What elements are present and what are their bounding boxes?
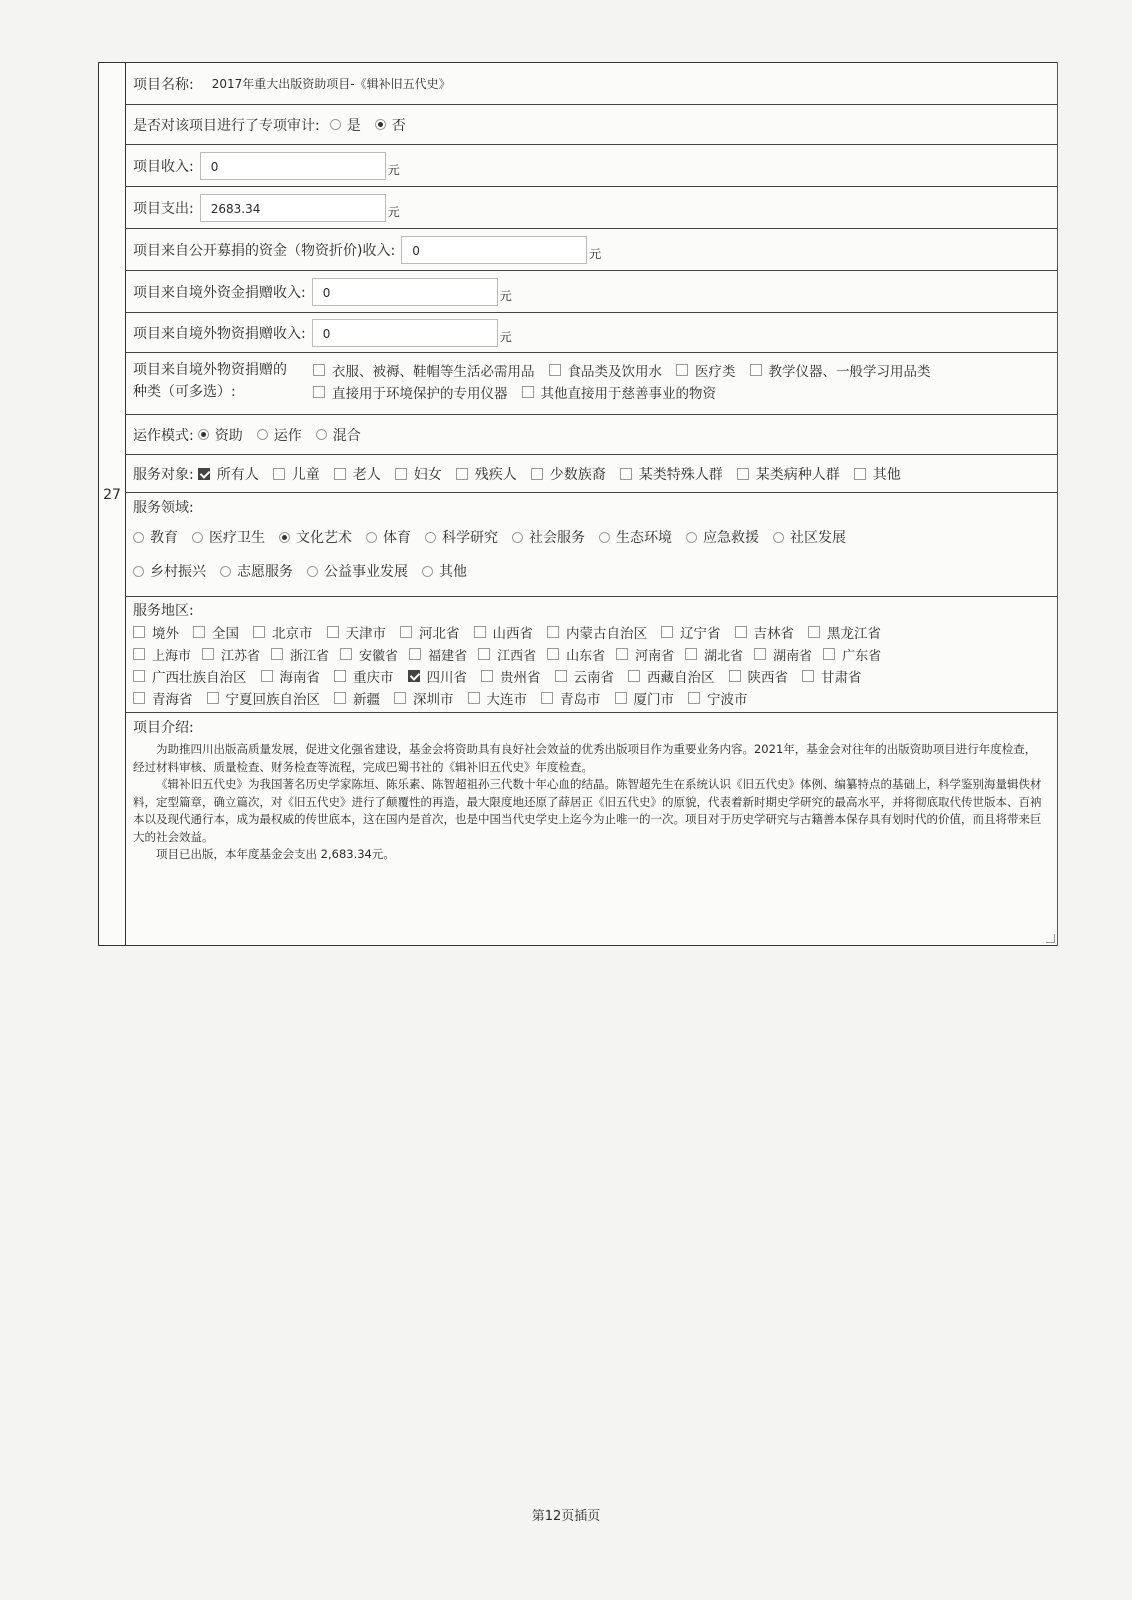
checkbox-icon[interactable] — [409, 648, 421, 660]
checkbox-icon[interactable] — [313, 364, 325, 376]
checkbox-icon[interactable] — [676, 364, 688, 376]
target-option[interactable]: 其他 — [854, 464, 901, 484]
region-option[interactable]: 福建省 — [409, 645, 467, 664]
checkbox-icon[interactable] — [327, 626, 339, 638]
public-fund-row — [125, 229, 1057, 271]
checkbox-icon[interactable] — [207, 692, 219, 704]
checkbox-icon[interactable] — [456, 468, 468, 480]
region-option[interactable]: 海南省 — [261, 666, 321, 686]
checkbox-icon[interactable] — [202, 648, 214, 660]
region-option[interactable]: 广西壮族自治区 — [133, 666, 247, 686]
goods-type-option[interactable]: 衣服、被褥、鞋帽等生活必需用品 — [313, 360, 535, 380]
target-label: 服务对象: — [133, 466, 194, 483]
target-option[interactable]: 某类特殊人群 — [620, 464, 723, 484]
goods-type-option[interactable]: 其他直接用于慈善事业的物资 — [522, 382, 717, 402]
checkbox-icon[interactable] — [334, 670, 346, 682]
region-option[interactable]: 西藏自治区 — [628, 666, 715, 686]
radio-selected-icon[interactable] — [198, 429, 209, 440]
row-number: 27 — [103, 487, 121, 503]
region-option[interactable]: 上海市 — [133, 645, 191, 664]
checkbox-icon[interactable] — [313, 386, 325, 398]
checkbox-icon[interactable] — [193, 626, 205, 638]
checkbox-icon[interactable] — [400, 626, 412, 638]
region-option[interactable]: 河南省 — [616, 645, 674, 664]
domain-option[interactable]: 社区发展 — [773, 527, 846, 547]
mode-option-fund[interactable]: 资助 — [198, 425, 243, 445]
goods-types-row — [125, 353, 1057, 415]
mode-row — [125, 415, 1057, 455]
checkbox-icon[interactable] — [261, 670, 273, 682]
radio-icon[interactable] — [599, 532, 610, 543]
checkbox-icon[interactable] — [854, 468, 866, 480]
domain-option[interactable]: 教育 — [133, 527, 178, 547]
region-option[interactable]: 云南省 — [555, 666, 615, 686]
intro-paragraph: 项目已出版，本年度基金会支出 2,683.34元。 — [156, 847, 395, 861]
region-option[interactable]: 黑龙江省 — [808, 622, 881, 642]
mode-option-operate[interactable]: 运作 — [257, 425, 302, 445]
goods-type-option[interactable]: 医疗类 — [676, 360, 736, 380]
checkbox-checked-icon[interactable] — [408, 670, 420, 682]
checkbox-icon[interactable] — [273, 468, 285, 480]
radio-icon[interactable] — [133, 566, 144, 577]
region-option[interactable]: 青岛市 — [541, 688, 601, 708]
region-option[interactable]: 宁波市 — [688, 688, 748, 708]
checkbox-icon[interactable] — [395, 468, 407, 480]
region-option[interactable]: 江苏省 — [202, 645, 260, 664]
intro-paragraph: 《辑补旧五代史》为我国著名历史学家陈垣、陈乐素、陈智超祖孙三代数十年心血的结晶。陈智超先生在系统认识《旧五代史》体例、编纂特点的基础上，科学鉴别海量辑佚材料，定型篇章，确立篇次，对《旧五代史》进行了颠覆性的再造，最大限度地还原了薛居正《旧五代史》的原貌，代表着新时期史学研究的最高水平，并将彻底取代传世版本、百衲本以及现代通行本，成为最权威的传世底本，这在国内是首次，也是中国当代史学史上迄今为止唯一的一次。项目对于历史学研究与古籍善本保存具有划时代的价值，而且将带来巨大的社会效益。 — [133, 777, 1042, 844]
checkbox-icon[interactable] — [334, 692, 346, 704]
radio-icon[interactable] — [773, 532, 784, 543]
checkbox-icon[interactable] — [688, 692, 700, 704]
audit-option-no[interactable]: 否 — [375, 115, 406, 135]
target-row — [125, 455, 1057, 493]
region-option[interactable]: 境外 — [133, 622, 179, 642]
checkbox-icon[interactable] — [754, 648, 766, 660]
region-option[interactable]: 浙江省 — [271, 645, 329, 664]
checkbox-icon[interactable] — [549, 364, 561, 376]
domain-option[interactable]: 应急救援 — [686, 527, 759, 547]
region-option[interactable]: 安徽省 — [340, 645, 398, 664]
region-option[interactable]: 青海省 — [133, 688, 193, 708]
checkbox-icon[interactable] — [823, 648, 835, 660]
checkbox-icon[interactable] — [133, 626, 145, 638]
radio-icon[interactable] — [220, 566, 231, 577]
checkbox-icon[interactable] — [340, 648, 352, 660]
region-options-line2 — [133, 643, 1049, 665]
radio-icon[interactable] — [512, 532, 523, 543]
form-content — [125, 63, 1057, 945]
region-option[interactable]: 江西省 — [478, 645, 536, 664]
project-form — [98, 62, 1058, 946]
domain-option[interactable]: 其他 — [422, 561, 467, 581]
goods-type-option[interactable]: 教学仪器、一般学习用品类 — [750, 360, 931, 380]
checkbox-icon[interactable] — [620, 468, 632, 480]
intro-section — [125, 713, 1057, 864]
checkbox-icon[interactable] — [133, 648, 145, 660]
region-option[interactable]: 深圳市 — [394, 688, 454, 708]
radio-icon[interactable] — [366, 532, 377, 543]
region-option[interactable]: 河北省 — [400, 622, 460, 642]
checkbox-icon[interactable] — [661, 626, 673, 638]
radio-icon[interactable] — [307, 566, 318, 577]
target-option[interactable]: 所有人 — [198, 464, 259, 484]
income-label: 项目收入: — [133, 158, 194, 175]
region-options-line1 — [133, 621, 1049, 643]
expense-row — [125, 187, 1057, 229]
project-name-label: 项目名称: — [133, 76, 194, 93]
goods-types-label: 项目来自境外物资捐赠的 种类（可多选）: — [133, 362, 287, 400]
radio-icon[interactable] — [422, 566, 433, 577]
target-option[interactable]: 老人 — [334, 464, 381, 484]
checkbox-icon[interactable] — [541, 692, 553, 704]
foreign-goods-label: 项目来自境外物资捐赠收入: — [133, 325, 306, 342]
region-option[interactable]: 全国 — [193, 622, 239, 642]
region-option[interactable]: 陕西省 — [729, 666, 789, 686]
region-option[interactable]: 广东省 — [823, 645, 881, 664]
foreign-goods-unit: 元 — [499, 330, 512, 344]
radio-selected-icon[interactable] — [375, 119, 386, 130]
checkbox-icon[interactable] — [334, 468, 346, 480]
checkbox-icon[interactable] — [522, 386, 534, 398]
domain-option[interactable]: 文化艺术 — [279, 527, 352, 547]
public-fund-field[interactable]: 0 — [401, 236, 587, 264]
foreign-fund-field[interactable]: 0 — [312, 278, 498, 306]
radio-icon[interactable] — [316, 429, 327, 440]
region-option[interactable]: 大连市 — [468, 688, 528, 708]
region-option[interactable]: 天津市 — [327, 622, 387, 642]
domain-row — [125, 493, 1057, 597]
income-unit: 元 — [387, 163, 400, 177]
region-option[interactable]: 新疆 — [334, 688, 380, 708]
page-footer: 第12页插页 — [531, 1509, 601, 1524]
goods-types-options — [313, 359, 945, 403]
checkbox-icon[interactable] — [685, 648, 697, 660]
domain-options-line2 — [133, 555, 1049, 587]
region-label: 服务地区: — [133, 603, 194, 619]
income-field[interactable]: 0 — [200, 152, 386, 180]
checkbox-icon[interactable] — [735, 626, 747, 638]
checkbox-icon[interactable] — [547, 626, 559, 638]
foreign-goods-field[interactable]: 0 — [312, 319, 498, 347]
audit-option-yes[interactable]: 是 — [330, 115, 361, 135]
domain-option[interactable]: 乡村振兴 — [133, 561, 206, 581]
checkbox-icon[interactable] — [253, 626, 265, 638]
region-option[interactable]: 吉林省 — [735, 622, 795, 642]
region-option[interactable]: 四川省 — [408, 666, 468, 686]
expense-field[interactable]: 2683.34 — [200, 194, 386, 222]
radio-icon[interactable] — [686, 532, 697, 543]
checkbox-icon[interactable] — [133, 692, 145, 704]
checkbox-icon[interactable] — [478, 648, 490, 660]
region-option[interactable]: 贵州省 — [481, 666, 541, 686]
audit-label: 是否对该项目进行了专项审计: — [133, 117, 320, 134]
domain-option[interactable]: 科学研究 — [425, 527, 498, 547]
public-fund-unit: 元 — [589, 247, 602, 261]
domain-option[interactable]: 体育 — [366, 527, 411, 547]
mode-option-mixed[interactable]: 混合 — [316, 425, 361, 445]
goods-type-option[interactable]: 直接用于环境保护的专用仪器 — [313, 382, 508, 402]
checkbox-icon[interactable] — [474, 626, 486, 638]
mode-label: 运作模式: — [133, 427, 194, 444]
checkbox-checked-icon[interactable] — [198, 468, 210, 480]
region-options-line4 — [133, 687, 1049, 709]
checkbox-icon[interactable] — [729, 670, 741, 682]
domain-option[interactable]: 医疗卫生 — [192, 527, 265, 547]
checkbox-icon[interactable] — [394, 692, 406, 704]
radio-icon[interactable] — [330, 119, 341, 130]
target-option[interactable]: 妇女 — [395, 464, 442, 484]
intro-label: 项目介绍: — [133, 720, 194, 736]
foreign-goods-row — [125, 313, 1057, 353]
checkbox-icon[interactable] — [615, 692, 627, 704]
checkbox-icon[interactable] — [468, 692, 480, 704]
domain-label: 服务领域: — [133, 500, 194, 516]
checkbox-icon[interactable] — [802, 670, 814, 682]
region-option[interactable]: 山西省 — [474, 622, 534, 642]
domain-option[interactable]: 生态环境 — [599, 527, 672, 547]
foreign-fund-row — [125, 271, 1057, 313]
target-option[interactable]: 某类病种人群 — [737, 464, 840, 484]
expense-unit: 元 — [387, 205, 400, 219]
target-option[interactable]: 儿童 — [273, 464, 320, 484]
project-name-row — [125, 63, 1057, 105]
target-option[interactable]: 残疾人 — [456, 464, 517, 484]
radio-icon[interactable] — [425, 532, 436, 543]
radio-selected-icon[interactable] — [279, 532, 290, 543]
project-name-value: 2017年重大出版资助项目-《辑补旧五代史》 — [211, 77, 451, 91]
region-option[interactable]: 湖南省 — [754, 645, 812, 664]
radio-icon[interactable] — [192, 532, 203, 543]
domain-option[interactable]: 公益事业发展 — [307, 561, 408, 581]
checkbox-icon[interactable] — [628, 670, 640, 682]
foreign-fund-unit: 元 — [499, 289, 512, 303]
region-option[interactable]: 湖北省 — [685, 645, 743, 664]
row-number-column — [99, 63, 126, 945]
checkbox-icon[interactable] — [271, 648, 283, 660]
target-option[interactable]: 少数族裔 — [531, 464, 606, 484]
public-fund-label: 项目来自公开募捐的资金（物资折价)收入: — [133, 242, 396, 259]
region-option[interactable]: 厦门市 — [615, 688, 675, 708]
region-option[interactable]: 宁夏回族自治区 — [207, 688, 321, 708]
checkbox-icon[interactable] — [737, 468, 749, 480]
checkbox-icon[interactable] — [531, 468, 543, 480]
region-option[interactable]: 内蒙古自治区 — [547, 622, 647, 642]
checkbox-icon[interactable] — [481, 670, 493, 682]
region-option[interactable]: 山东省 — [547, 645, 605, 664]
checkbox-icon[interactable] — [808, 626, 820, 638]
domain-option[interactable]: 社会服务 — [512, 527, 585, 547]
region-options-line3 — [133, 665, 1049, 687]
checkbox-icon[interactable] — [616, 648, 628, 660]
region-option[interactable]: 甘肃省 — [802, 666, 862, 686]
checkbox-icon[interactable] — [555, 670, 567, 682]
expense-label: 项目支出: — [133, 200, 194, 217]
region-option[interactable]: 北京市 — [253, 622, 313, 642]
region-option[interactable]: 辽宁省 — [661, 622, 721, 642]
checkbox-icon[interactable] — [547, 648, 559, 660]
region-option[interactable]: 重庆市 — [334, 666, 394, 686]
radio-icon[interactable] — [257, 429, 268, 440]
checkbox-icon[interactable] — [133, 670, 145, 682]
income-row — [125, 145, 1057, 187]
audit-row — [125, 105, 1057, 145]
foreign-fund-label: 项目来自境外资金捐赠收入: — [133, 284, 306, 301]
goods-type-option[interactable]: 食品类及饮用水 — [549, 360, 663, 380]
domain-options-line1 — [133, 519, 1049, 555]
resize-handle-icon — [1046, 934, 1055, 943]
region-row — [125, 597, 1057, 713]
radio-icon[interactable] — [133, 532, 144, 543]
domain-option[interactable]: 志愿服务 — [220, 561, 293, 581]
checkbox-icon[interactable] — [750, 364, 762, 376]
intro-paragraph: 为助推四川出版高质量发展，促进文化强省建设，基金会将资助具有良好社会效益的优秀出版项目作为重要业务内容。2021年，基金会对往年的出版资助项目进行年度检查，经过材料审核、质量检查、财务检查等流程，完成巴蜀书社的《辑补旧五代史》年度检查。 — [133, 742, 1037, 774]
